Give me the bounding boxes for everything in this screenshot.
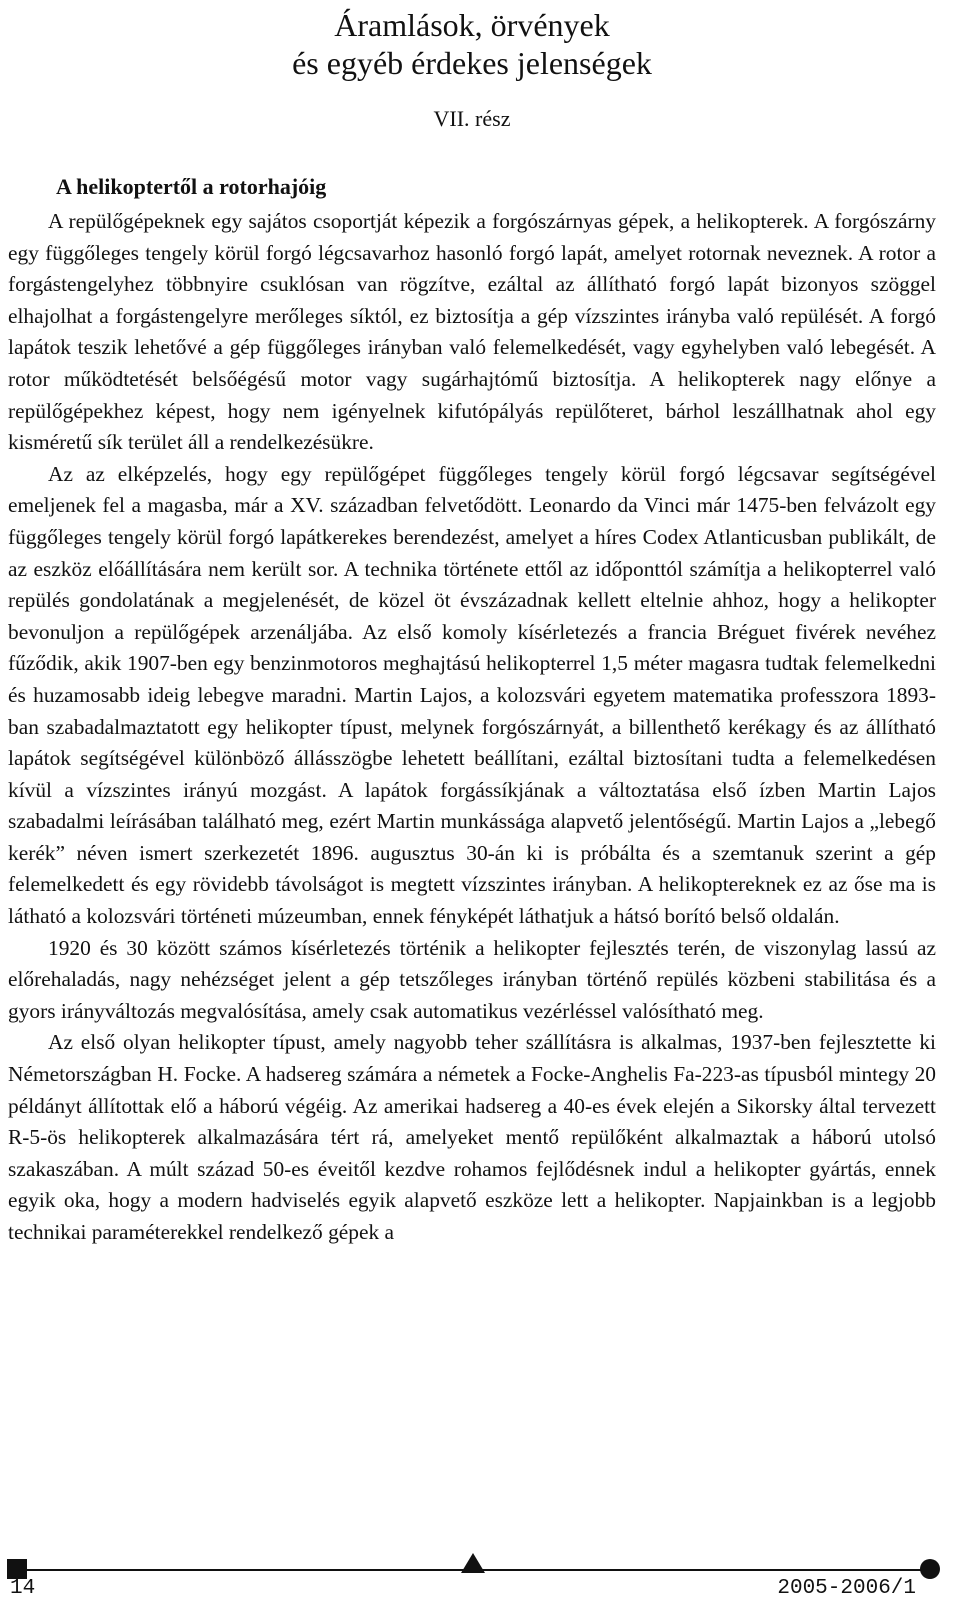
title-line-1: Áramlások, örvények xyxy=(334,7,610,43)
document-page xyxy=(8,0,936,1249)
article-title xyxy=(8,6,936,82)
part-number: VII. rész xyxy=(433,106,511,131)
page-number: 14 xyxy=(10,1577,36,1600)
square-bullet-icon xyxy=(7,1559,27,1579)
paragraph-4: Az első olyan helikopter típust, amely nagyobb teher szállításra is alkalmas, 1937-ben fejlesztette ki Németországban H. Focke. A hadsereg számára a németek a Focke-Anghelis Fa-223-as típusból mintegy 20 példányt állítottak elő a háború végéig. Az amerikai hadsereg a 40-es évek elején a Sikorsky által tervezett R-5-ös helikopterek alkalmazására tért rá, amelyeket mentő repülőként alkalmaztak a háború utolsó szakaszában. A múlt század 50-es éveitől kezdve rohamos fejlődésnek indul a helikopter gyártás, ennek egyik oka, hogy a modern hadviselés egyik alapvető eszköze lett a helikopter. Napjainkban is a legjobb technikai paraméterekkel rendelkező gépek a xyxy=(8,1030,936,1244)
article-body xyxy=(8,206,936,1249)
circle-bullet-icon xyxy=(920,1559,940,1579)
paragraph-1: A repülőgépeknek egy sajátos csoportját képezik a forgószárnyas gépek, a helikopterek. A forgószárny egy függőleges tengely körül forgó légcsavarhoz hasonló forgó lapát, amelyet rotornak neveznek. A rotor a forgástengelyhez többnyire csuklósan van rögzítve, ezáltal az állítható forgó lapát bizonyos szöggel elhajolhat a forgástengelyre merőleges síktól, ez biztosítja a gép vízszintes irányba való repülését. A forgó lapátok teszik lehetővé a gép függőleges irányban való felemelkedését, vagy egyhelyben való lebegését. A rotor működtetését belsőégésű motor vagy sugárhajtómű biztosítja. A helikopterek nagy előnye a repülőgépekhez képest, hogy nem igényelnek kifutópályás repülőteret, bárhol leszállhatnak ahol egy kisméretű sík terület áll a rendelkezésükre. xyxy=(8,209,936,455)
issue-number: 2005-2006/1 xyxy=(777,1577,916,1600)
paragraph-3: 1920 és 30 között számos kísérletezés történik a helikopter fejlesztés terén, de viszonylag lassú az előrehaladás, nagy nehézséget jelent a gép tetszőleges irányban történő repülés közbeni stabilitása és a gyors irányváltozás megvalósítása, amely csak automatikus vezérléssel valósítható meg. xyxy=(8,935,936,1023)
section-heading: A helikoptertől a rotorhajóig xyxy=(56,174,327,199)
paragraph-2: Az az elképzelés, hogy egy repülőgépet függőleges tengely körül forgó légcsavar segítségével emeljenek fel a magasba, már a XV. században felvetődött. Leonardo da Vinci már 1475-ben felvázolt egy függőleges tengely körül forgó lapátkerekes berendezést, amelyet a híres Codex Atlanticusban publikált, de az eszköz előállítására nem került sor. A technika története ettől az időponttól számítja a helikopterrel való repülés gondolatának a megjelenését, de közel öt évszázadnak kellett eltelnie ahhoz, hogy a helikopter bevonuljon a repülőgépek arzenáljába. Az első komoly kísérletezés a francia Bréguet fivérek nevéhez fűződik, akik 1907-ben egy benzinmotoros meghajtású helikopterrel 1,5 méter magasra tudtak felemelkedni és huzamosabb ideig lebegve maradni. Martin Lajos, a kolozsvári egyetem matematika professzora 1893-ban szabadalmaztatott egy helikopter típust, melynek forgószárnyát, a billenthető kerékagy és az állítható lapátok segítségével különböző állásszögbe lehetett beállítani, ezáltal biztosítani tudta a felemelkedésen kívül a vízszintes irányú mozgást. A lapátok forgássíkjának a változtatása első ízben Martin Lajos szabadalmi leírásában található meg, ezért Martin munkássága alapvető jelentőségű. Martin Lajos a „lebegő kerék” néven ismert szerkezetét 1896. augusztus 30-án ki is próbálta és a szemtanuk szerint a gép felemelkedett és egy rövidebb távolságot is megtett vízszintes irányban. A helikoptereknek ez az őse ma is látható a kolozsvári történeti múzeumban, ennek fényképét láthatjuk a hátsó borító belső oldalán. xyxy=(8,461,936,929)
page-footer xyxy=(0,1525,960,1604)
title-line-2: és egyéb érdekes jelenségek xyxy=(292,45,652,81)
triangle-marker-icon xyxy=(461,1553,485,1573)
